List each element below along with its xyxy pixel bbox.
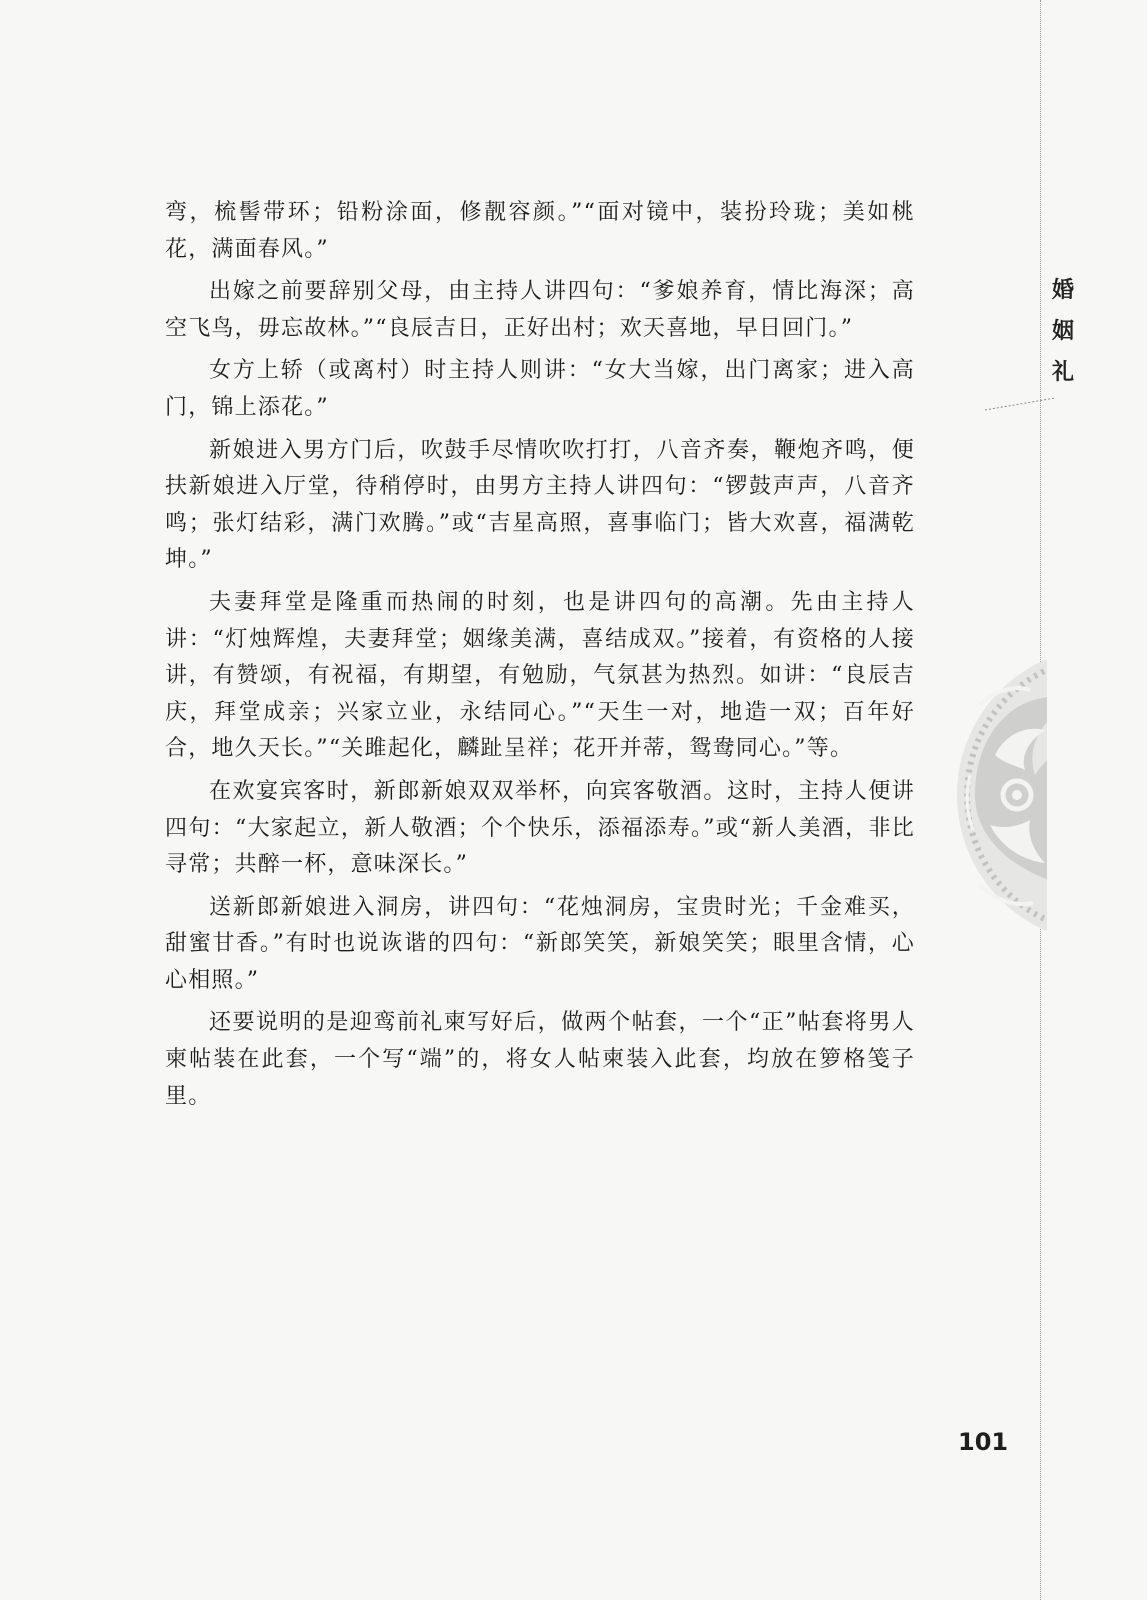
chapter-side-title	[1046, 270, 1080, 393]
side-title-rule	[985, 390, 1055, 420]
paragraph-5: 夫妻拜堂是隆重而热闹的时刻，也是讲四句的高潮。先由主持人讲：“灯烛辉煌，夫妻拜堂；姻缘美满，喜结成双。”接着，有资格的人接讲，有赞颂，有祝福，有期望，有勉励，气氛甚为热烈。如讲：“良辰吉庆，拜堂成亲；兴家立业，永结同心。”“天生一对，地造一双；百年好合，地久天长。”“关雎起化，麟趾呈祥；花开并蒂，鸳鸯同心。”等。	[165, 589, 915, 762]
body-text	[165, 195, 915, 1121]
paragraph-4: 新娘进入男方门后，吹鼓手尽情吹吹打打，八音齐奏，鞭炮齐鸣，便扶新娘进入厅堂，待稍停时，由男方主持人讲四句：“锣鼓声声，八音齐鸣；张灯结彩，满门欢腾。”或“吉星高照，喜事临门；皆大欢喜，福满乾坤。”	[165, 437, 915, 573]
paragraph-1: 弯，梳髻带环；铅粉涂面，修靓容颜。”“面对镜中，装扮玲珑；美如桃花，满面春风。”	[165, 200, 915, 262]
paragraph-2: 出嫁之前要辞别父母，由主持人讲四句：“爹娘养育，情比海深；高空飞鸟，毋忘故林。”“良辰吉日，正好出村；欢天喜地，早日回门。”	[165, 279, 915, 341]
side-title-char-2: 姻	[1051, 319, 1074, 344]
paragraph-3: 女方上轿（或离村）时主持人则讲：“女大当嫁，出门离家；进入高门，锦上添花。”	[165, 358, 915, 420]
side-title-char-3: 礼	[1051, 360, 1074, 385]
paragraph-8: 还要说明的是迎鸾前礼柬写好后，做两个帖套，一个“正”帖套将男人柬帖装在此套，一个写“端”的，将女人帖柬装入此套，均放在箩格笺子里。	[165, 1010, 915, 1109]
paragraph-6: 在欢宴宾客时，新郎新娘双双举杯，向宾客敬酒。这时，主持人便讲四句：“大家起立，新人敬酒；个个快乐，添福添寿。”或“新人美酒，非比寻常；共醉一杯，意味深长。”	[165, 778, 915, 878]
paragraph-7: 送新郎新娘进入洞房，讲四句：“花烛洞房，宝贵时光；千金难买，甜蜜甘香。”有时也说诙谐的四句：“新郎笑笑，新娘笑笑；眼里含情，心心相照。”	[165, 894, 915, 993]
decorative-medallion-icon	[955, 645, 1147, 945]
page-number: 101	[958, 1428, 1009, 1456]
side-title-char-1: 婚	[1051, 278, 1074, 303]
